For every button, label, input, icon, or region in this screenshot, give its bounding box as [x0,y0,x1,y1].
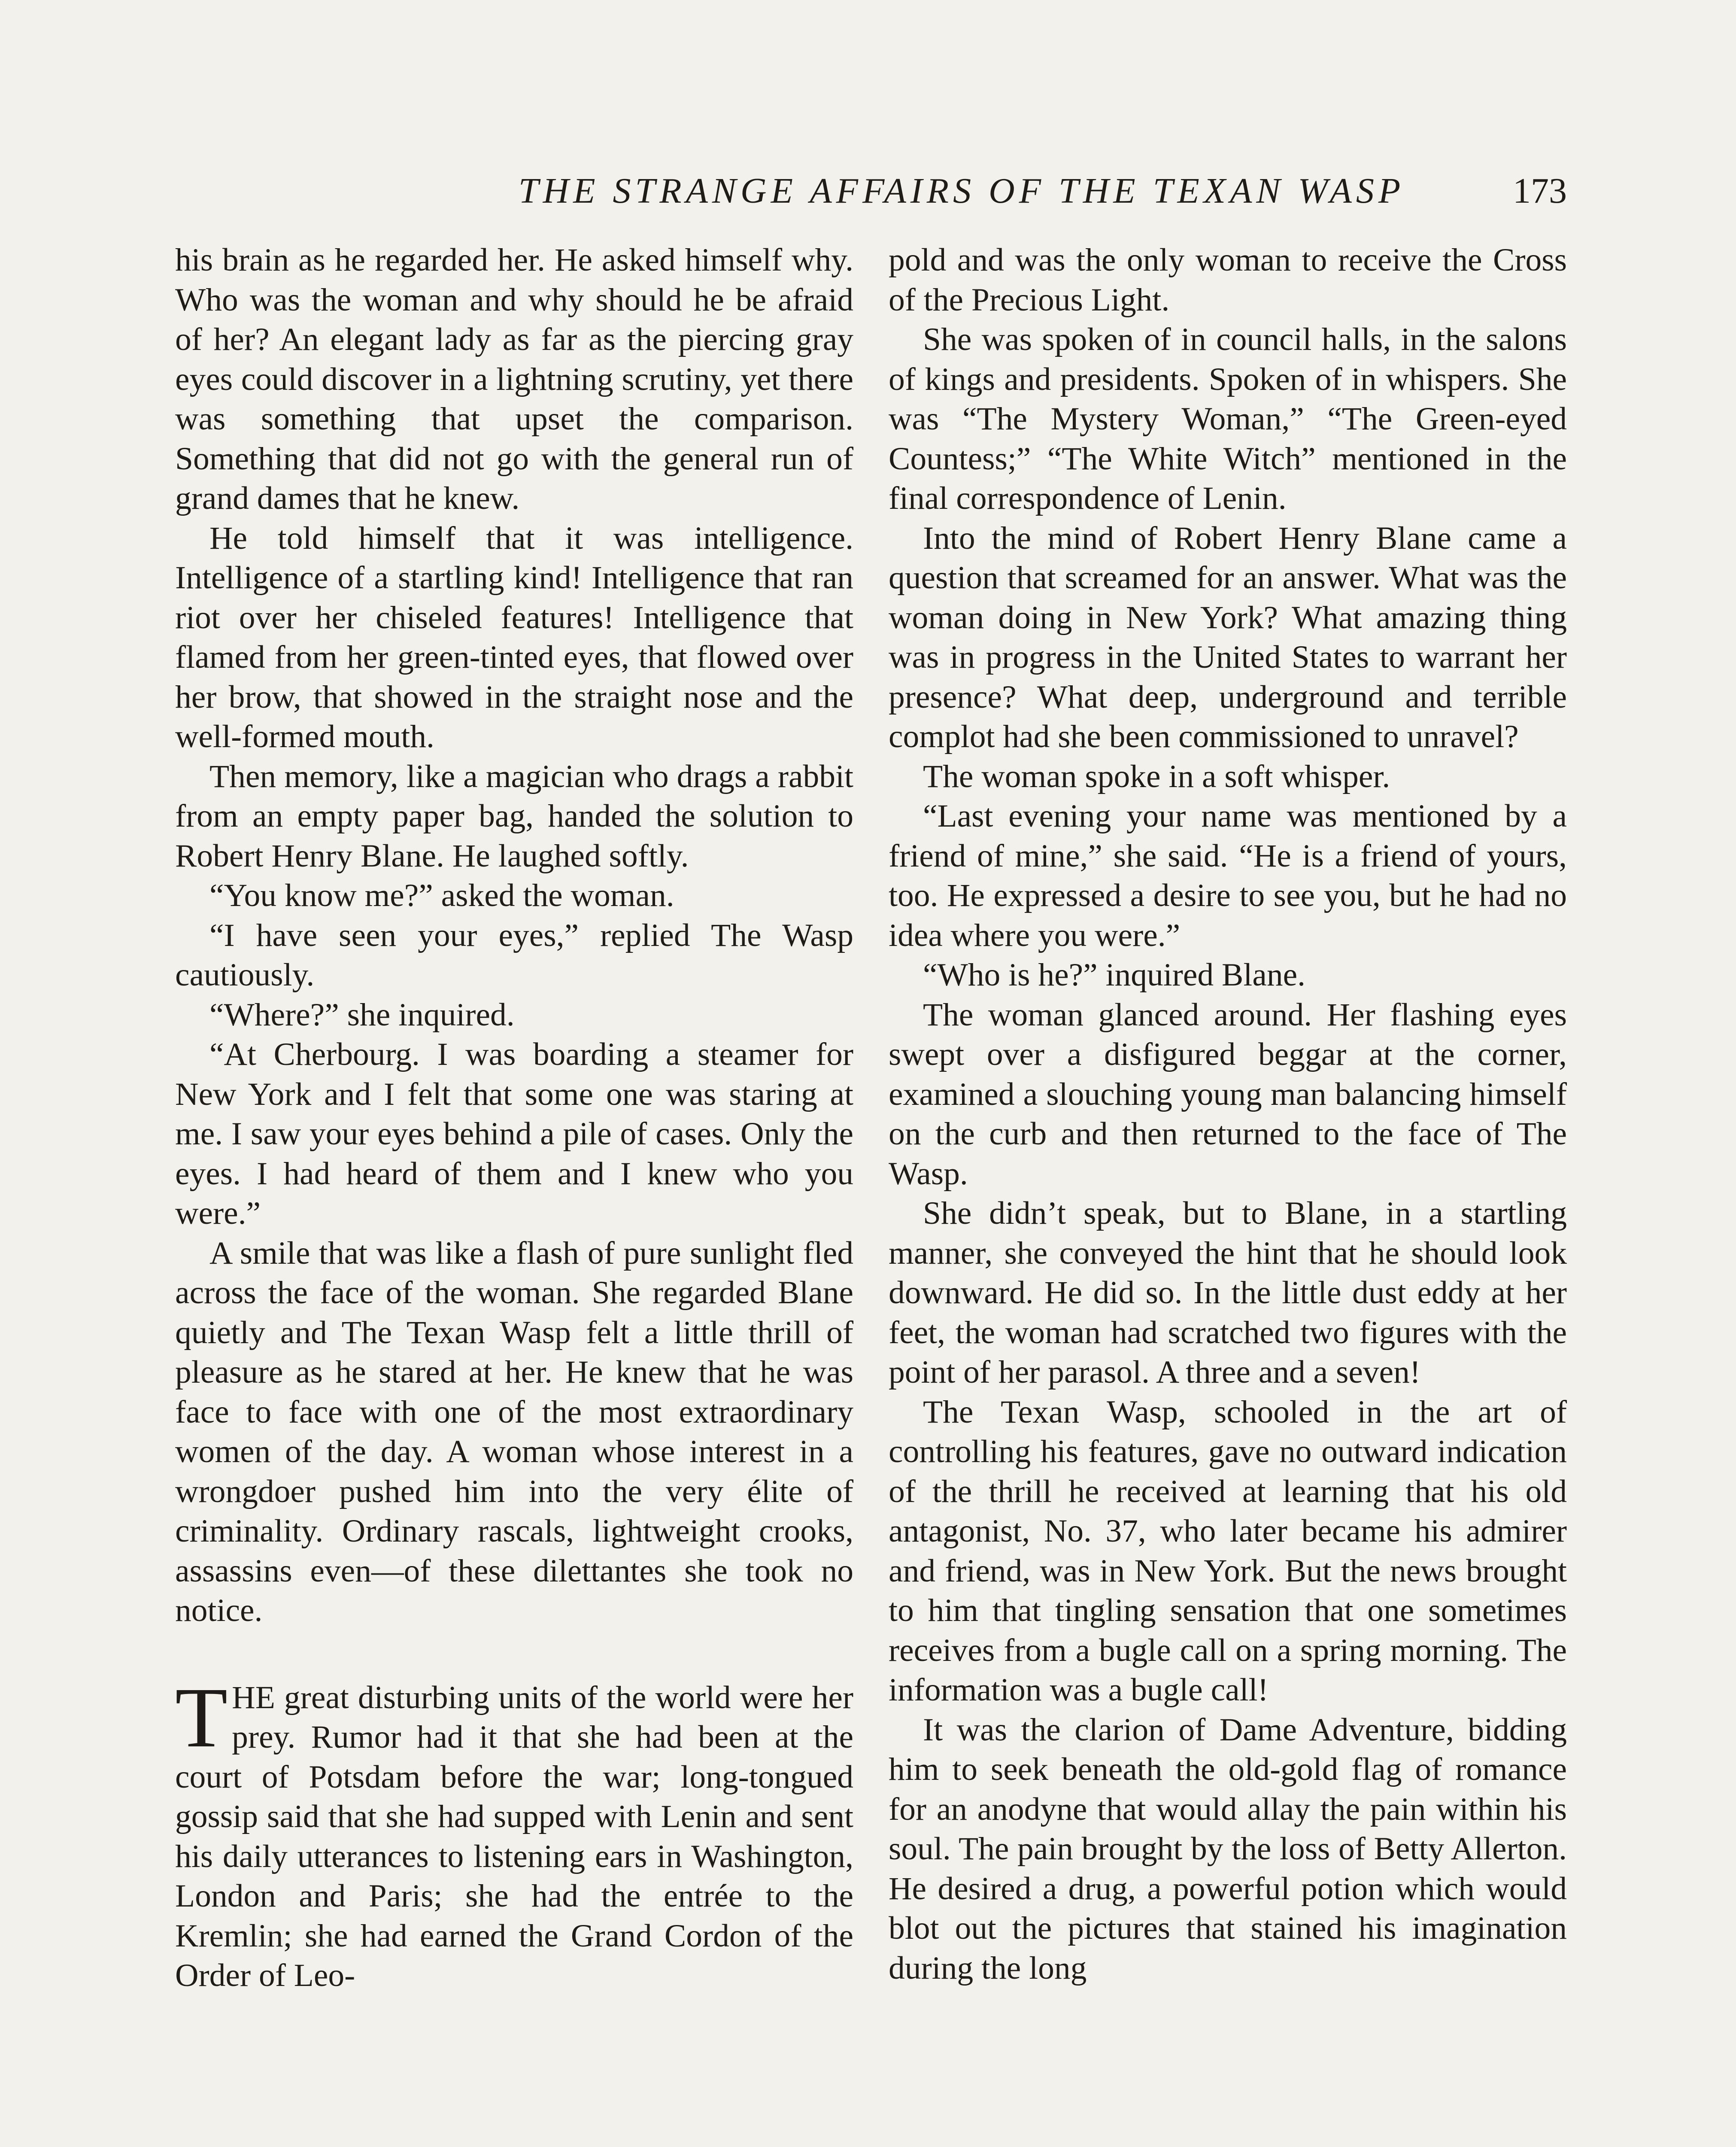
paragraph: She was spoken of in council halls, in the salons of kings and presidents. Spoken of in whispers. She was “The Mystery Woman,” “The Green-eyed Countess;” “The White Witch” mentioned in the final correspondence of Lenin. [889,322,1567,516]
paragraph: A smile that was like a flash of pure sunlight fled across the face of the woman. She regarded Blane quietly and The Texan Wasp felt a little thrill of pleasure as he stared at her. He knew that he was face to face with one of the most extraordinary women of the day. A woman whose interest in a wrongdoer pushed him into the very élite of criminality. Ordinary rascals, lightweight crooks, assassins even—of these dilettantes she took no notice. [175,1235,853,1628]
page-header [172,159,1567,223]
page-number: 173 [1513,171,1567,211]
paragraph: The woman glanced around. Her flashing eyes swept over a disfigured beggar at the corner, examined a slouching young man balancing himself on the curb and then returned to the face of The Wasp. [889,997,1567,1192]
paragraph: “Who is he?” inquired Blane. [923,957,1305,993]
running-title: THE STRANGE AFFAIRS OF THE TEXAN WASP [518,171,1405,211]
paragraph: Then memory, like a magician who drags a rabbit from an empty paper bag, handed the solution to Robert Henry Blane. He laughed softly. [175,758,853,874]
paragraph: He told himself that it was intelligence. Intelligence of a startling kind! Intelligence that ran riot over her chiseled features! Intelligence that flamed from her green-tinted eyes, that flowed over her brow, that showed in the straight nose and the well-formed mouth. [175,520,853,754]
left-column [175,240,853,1996]
paragraph: his brain as he regarded her. He asked himself why. Who was the woman and why should he be afraid of her? An elegant lady as far as the piercing gray eyes could discover in a lightning scrutiny, yet there was something that upset the comparison. Something that did not go with the general run of grand dames that he knew. [175,242,853,516]
paragraph: pold and was the only woman to receive the Cross of the Precious Light. [889,242,1567,318]
paragraph: “Where?” she inquired. [209,997,515,1033]
paragraph: She didn’t speak, but to Blane, in a startling manner, she conveyed the hint that he should look downward. He did so. In the little dust eddy at her feet, the woman had scratched two figures with the point of her parasol. A three and a seven! [889,1195,1567,1390]
paragraph: “Last evening your name was mentioned by a friend of mine,” she said. “He is a friend of yours, too. He expressed a desire to see you, but he had no idea where you were.” [889,798,1567,953]
paragraph: The Texan Wasp, schooled in the art of controlling his features, gave no outward indication of the thrill he received at learning that his old antagonist, No. 37, who later became his admirer and friend, was in New York. But the news brought to him that tingling sensation that one sometimes receives from a bugle call on a spring morning. The information was a bugle call! [889,1394,1567,1708]
paragraph: “At Cherbourg. I was boarding a steamer for New York and I felt that some one was staring at me. I saw your eyes behind a pile of cases. Only the eyes. I had heard of them and I knew who you were.” [175,1037,853,1231]
drop-cap: T [175,1670,228,1765]
paragraph: The woman spoke in a soft whisper. [923,758,1390,794]
section-break [175,1631,853,1678]
dropcap-paragraph [175,1670,853,1996]
paragraph: It was the clarion of Dame Adventure, bidding him to seek beneath the old-gold flag of romance for an anodyne that would allay the pain within his soul. The pain brought by the loss of Betty Allerton. He desired a drug, a powerful potion which would blot out the pictures that stained his imagination during the long [889,1712,1567,1986]
paragraph: “You know me?” asked the woman. [209,878,674,913]
dropcap-paragraph-text: HE great disturbing units of the world were her prey. Rumor had it that she had been at the court of Potsdam before the war; long-tongued gossip said that she had supped with Lenin and sent his daily utterances to listening ears in Washington, London and Paris; she had the entrée to the Kremlin; she had earned the Grand Cordon of the Order of Leo- [175,1679,853,1993]
paragraph: “I have seen your eyes,” replied The Wasp cautiously. [175,917,853,993]
paragraph: Into the mind of Robert Henry Blane came a question that screamed for an answer. What was the woman doing in New York? What amazing thing was in progress in the United States to warrant her presence? What deep, underground and terrible complot had she been commissioned to unravel? [889,520,1567,754]
right-column [889,240,1567,1988]
